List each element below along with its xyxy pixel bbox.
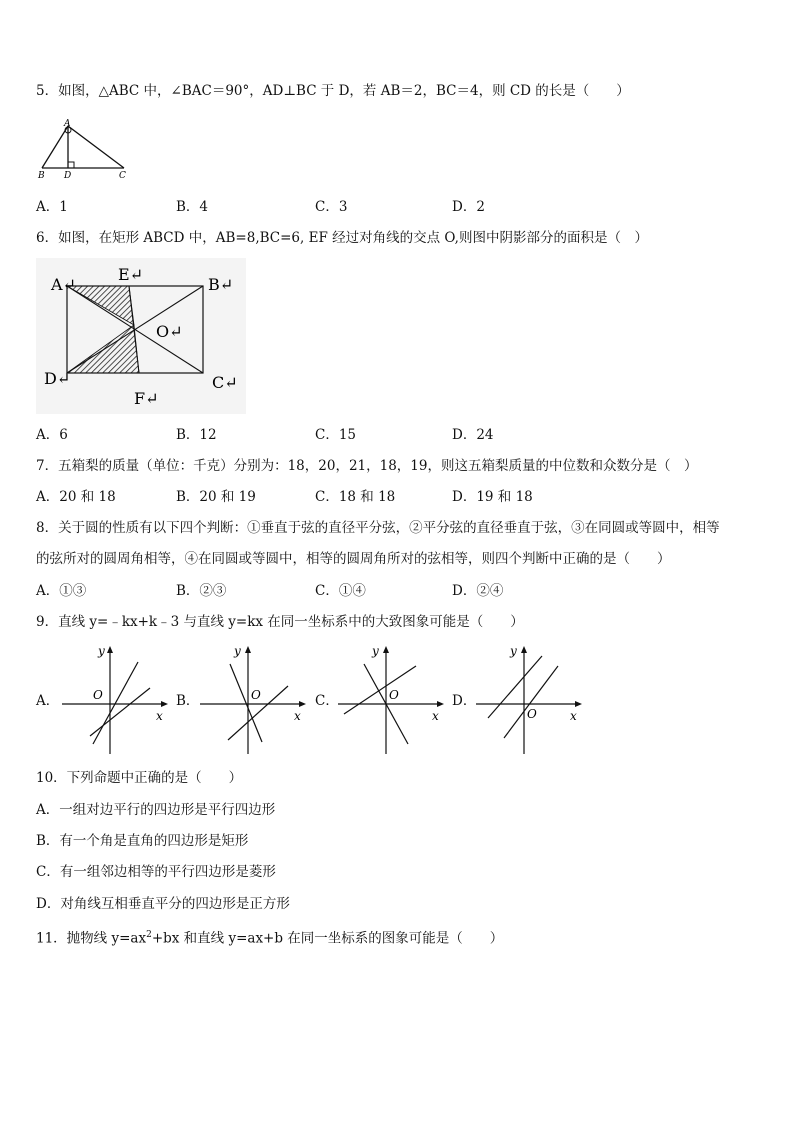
q9-c-y-label: y	[372, 644, 379, 658]
q6-label-b: B↵	[208, 275, 234, 294]
q10-option-a: A．一组对边平行的四边形是平行四边形	[36, 802, 276, 818]
q9-stem: 9．直线 y=﹣kx+k﹣3 与直线 y=kx 在同一坐标系中的大致图象可能是（ ）	[36, 614, 524, 630]
q9-d-o-label: O	[527, 707, 537, 721]
q9-c-o-label: O	[389, 688, 399, 702]
q8-option-c: C．①④	[315, 583, 366, 599]
q9-b-y-label: y	[234, 644, 241, 658]
q9-b-x-label: x	[294, 709, 301, 723]
q10-option-d: D．对角线互相垂直平分的四边形是正方形	[36, 896, 290, 912]
q8-stem-line1: 8．关于圆的性质有以下四个判断：①垂直于弦的直径平分弦，②平分弦的直径垂直于弦，③在同圆或等圆中，相等	[36, 520, 720, 536]
q6-label-a: A↵	[51, 275, 76, 294]
q9-graph-c	[336, 642, 446, 756]
q7-option-d: D．19 和 18	[452, 489, 533, 505]
q9-option-c: C．	[315, 693, 339, 709]
q9-graph-a	[60, 642, 170, 756]
q9-d-x-label: x	[570, 709, 577, 723]
q7-option-b: B．20 和 19	[176, 489, 256, 505]
q6-rectangle-figure	[36, 258, 246, 414]
q11-stem-sup: 2	[146, 930, 152, 940]
q5-label-d: D	[64, 171, 72, 181]
q9-option-b: B．	[176, 693, 200, 709]
q8-stem-line2: 的弦所对的圆周角相等，④在同圆或等圆中，相等的圆周角所对的弦相等，则四个判断中正确的是（ ）	[36, 551, 671, 567]
q5-label-b: B	[38, 171, 45, 181]
q6-label-e: E↵	[118, 265, 144, 284]
q9-graph-d	[474, 642, 584, 756]
q10-option-c: C．有一组邻边相等的平行四边形是菱形	[36, 864, 276, 880]
q10-stem: 10．下列命题中正确的是（ ）	[36, 770, 243, 786]
q7-option-a: A．20 和 18	[36, 489, 116, 505]
q5-option-b: B．4	[176, 199, 209, 215]
q5-label-a: A	[64, 119, 71, 129]
q7-option-c: C．18 和 18	[315, 489, 396, 505]
q6-stem: 6．如图，在矩形 ABCD 中，AB=8,BC=6, EF 经过对角线的交点 O,则图中阴影部分的面积是（ ）	[36, 230, 648, 246]
q6-option-b: B．12	[176, 427, 217, 443]
q9-option-a: A．	[36, 693, 60, 709]
q6-label-c: C↵	[212, 373, 238, 392]
q9-option-d: D．	[452, 693, 477, 709]
q5-option-c: C．3	[315, 199, 348, 215]
q7-stem: 7．五箱梨的质量（单位：千克）分别为：18，20，21，18，19，则这五箱梨质量的中位数和众数分是（ ）	[36, 458, 698, 474]
q9-c-x-label: x	[432, 709, 439, 723]
q5-triangle-figure	[34, 116, 134, 182]
q6-option-c: C．15	[315, 427, 357, 443]
q6-option-a: A．6	[36, 427, 68, 443]
q8-option-d: D．②④	[452, 583, 504, 599]
q9-d-y-label: y	[510, 644, 517, 658]
q11-stem-after: +bx 和直线 y=ax+b 在同一坐标系的图象可能是（ ）	[151, 930, 504, 947]
q5-option-a: A．1	[36, 199, 68, 215]
q11-stem	[36, 926, 503, 948]
q9-graph-b	[198, 642, 308, 756]
q5-stem: 5．如图，△ABC 中，∠BAC＝90°，AD⊥BC 于 D，若 AB＝2，BC＝4，则 CD 的长是（ ）	[36, 83, 630, 99]
q9-a-x-label: x	[156, 709, 163, 723]
q6-label-f: F↵	[134, 389, 159, 408]
q8-option-a: A．①③	[36, 583, 87, 599]
q5-option-d: D．2	[452, 199, 485, 215]
q10-option-b: B．有一个角是直角的四边形是矩形	[36, 833, 249, 849]
q6-option-d: D．24	[452, 427, 494, 443]
q6-label-d: D↵	[44, 369, 71, 388]
q6-label-o: O↵	[156, 322, 183, 341]
q5-label-c: C	[119, 171, 126, 181]
q11-stem-before: 11．抛物线 y=ax	[36, 930, 147, 947]
q9-a-y-label: y	[98, 644, 105, 658]
q9-b-o-label: O	[251, 688, 261, 702]
q9-a-o-label: O	[93, 688, 103, 702]
q8-option-b: B．②③	[176, 583, 227, 599]
